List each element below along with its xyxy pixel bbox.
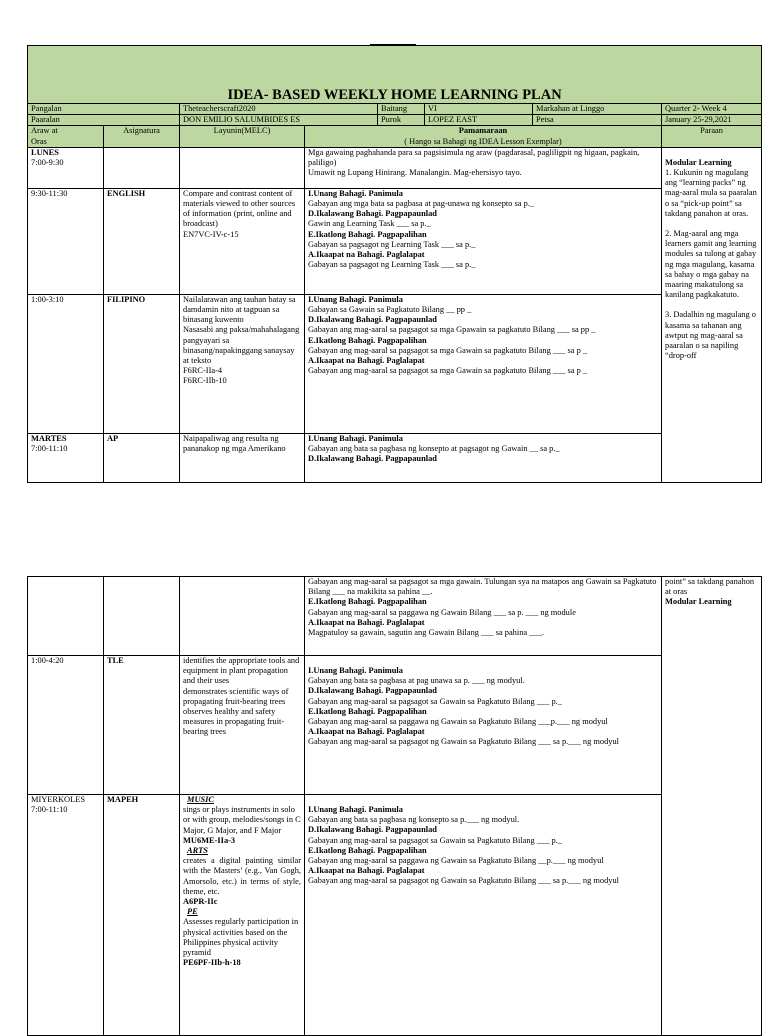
row-tle [28,656,762,795]
english-code: EN7VC-IV-c-15 [183,229,239,239]
mapeh-day: MIYERKOLES [31,795,85,804]
col-pamamaraan-title: Pamamaraan [458,126,508,136]
row-ap-cont [28,577,762,656]
ap-cont-s3-text: Gabayan ang mag-aaral sa paggawa ng Gawain Bilang ___ sa p. ___ ng module [308,607,576,617]
pe-code: PE6PF-IIb-h-18 [183,958,241,968]
paraan-cont-cell [662,577,762,1036]
paraan-cont-heading: Modular Learning [665,597,732,607]
paraan-heading: Modular Learning [665,157,732,167]
filipino-code1: F6RC-IIa-4 [183,366,223,376]
tle-s2-text: Gabayan ang mag-aaral sa pagsagot sa Gawain sa Pagkatuto Bilang ___ p._ [308,696,562,706]
row-filipino [28,294,762,433]
mapeh-subject-cell [104,795,180,1036]
english-subject: ENGLISH [107,188,146,198]
arts-code: A6PR-IIc [183,897,218,907]
martes-s1-text: Gabayan ang bata sa pagbasa ng konsepto at pagsagot ng Gawain __ sa p._ [308,444,560,454]
pangalan-value: Theteacherscraft2020 [180,104,378,115]
martes-s2: D.Ikalawang Bahagi. Pagpapaunlad [308,454,437,464]
row-lunes-prep [28,147,762,188]
mapeh-s3-text: Gabayan ang mag-aaral sa paggawa ng Gawain sa Pagkatuto Bilang __p.___ ng modyul [308,856,604,866]
tle-melc2: demonstrates scientific ways of propagating fruit-bearing trees [183,686,289,706]
martes-day: MARTES [31,433,67,443]
markahan-value: Quarter 2- Week 4 [662,104,762,115]
petsa-value: January 25-29,2021 [662,115,762,126]
pe-label: PE [187,907,198,917]
col-pamamaraan [305,126,662,147]
purok-value: LOPEZ EAST [425,115,533,126]
mapeh-s4-text: Gabayan ang mag-aaral sa pagsagot ng Gawain sa Pagkatuto Bilang ___ sa p.___ ng modyul [308,876,619,886]
purok-label: Purok [378,115,425,126]
filipino-code2: F6RC-IIb-10 [183,376,227,386]
pe-text: Assesses regularly participation in physical activities based on the Philippines physical activity pyramid [183,917,299,958]
mapeh-s4: A.Ikaapat na Bahagi. Paglalapat [308,866,425,876]
mapeh-s2-text: Gabayan ang mag-aaral sa pagsagot sa Gawain sa Pagkatuto Bilang ___ p._ [308,835,562,845]
english-s2: D.Ikalawang Bahagi. Pagpapaunlad [308,209,437,219]
filipino-s3-text: Gabayan ang mag-aaral sa pagsagot sa mga Gawain sa pagkatuto Bilang ___ sa p _ [308,345,588,355]
filipino-s4: A.Ikaapat na Bahagi. Paglalapat [308,356,425,366]
ap-cont-s4: A.Ikaapat na Bahagi. Paglalapat [308,617,425,627]
filipino-s1-text: Gabayan sa Gawain sa Pagkatuto Bilang __ pp _ [308,305,472,315]
martes-time: 7:00-11:10 [31,444,68,454]
english-s2-text: Gawin ang Learning Task ___ sa p._ [308,219,431,229]
paraan-step2: 2. Mag-aaral ang mga learners gamit ang learning modules sa tulong at gabay ng mga magulang, kasama sa bahay o mga gabay na maaring makatulong sa kanilang pagkakatuto. [665,229,757,300]
lunes-prep1: Mga gawaing paghahanda para sa pagsisimula ng araw (pagdarasal, pagliligpit ng higaan, pagkain, paliligo) [308,147,640,168]
paraan-cell [662,147,762,482]
lunes-melc-cell [180,147,305,188]
english-s4: A.Ikaapat na Bahagi. Paglalapat [308,250,425,260]
pangalan-label: Pangalan [28,104,180,115]
col-araw-line1: Araw at [31,126,58,136]
filipino-s1: I.Unang Bahagi. Panimula [308,294,403,304]
mapeh-melc-cell [180,795,305,1036]
english-method-cell [305,188,662,294]
martes-subject-cell [104,433,180,482]
mapeh-method-cell [305,795,662,1036]
filipino-s3: E.Ikatlong Bahagi. Pagpapalihan [308,335,427,345]
tle-s3: E.Ikatlong Bahagi. Pagpapalihan [308,706,427,716]
tle-s1-text: Gabayan ang bata sa pagbasa at pag unawa sa p. ___ ng modyul. [308,676,525,686]
tle-time: 1:00-4:20 [31,656,64,665]
ap-cont-method-cell [305,577,662,656]
martes-method-cell [305,433,662,482]
tle-subject-cell [104,656,180,795]
tle-melc-cell [180,656,305,795]
martes-day-cell [28,433,104,482]
filipino-time-cell [28,294,104,433]
english-s3: E.Ikatlong Bahagi. Pagpapalihan [308,229,427,239]
paraan-cont-text: point” sa takdang panahon at oras [665,577,755,597]
martes-melc-cell [180,433,305,482]
lunes-method-cell [305,147,662,188]
english-s4-text: Gabayan sa pagsagot ng Learning Task ___ sa p._ [308,260,476,270]
music-code: MU6ME-IIa-3 [183,835,236,845]
tle-time-cell [28,656,104,795]
filipino-melc2: Nasasabi ang paksa/mahahalagang pangyayari sa binasang/napakinggang sanaysay at teksto [183,325,300,366]
col-paraan: Paraan [662,126,762,147]
lunes-day: LUNES [31,147,59,157]
arts-text: creates a digital painting similar with the Masters’ (e.g., Van Gogh, Amorsolo, etc.) in terms of style, theme, etc. [183,856,301,896]
tle-s2: D.Ikalawang Bahagi. Pagpapaunlad [308,686,437,696]
tle-s3-text: Gabayan ang mag-aaral sa paggawa ng Gawain sa Pagkatuto Bilang ___p.___ ng modyul [308,717,608,727]
markahan-label: Markahan at Linggo [533,104,662,115]
mapeh-day-cell [28,795,104,1036]
lunes-time: 7:00-9:30 [31,158,64,168]
filipino-time: 1:00-3:10 [31,294,64,304]
english-melc: Compare and contrast content of materials viewed to other sources of information (print, online and broadcast) [183,188,296,229]
tle-melc3: observes healthy and safety measures in propagating fruit-bearing trees [183,707,285,737]
filipino-s2: D.Ikalawang Bahagi. Pagpapaunlad [308,315,437,325]
lunes-subject-cell [104,147,180,188]
lunes-day-cell [28,147,104,188]
ap-cont-melc-cell [180,577,305,656]
arts-label: ARTS [187,846,208,856]
col-araw-line2: Oras [31,136,47,146]
filipino-method-cell [305,294,662,433]
baitang-value: VI [425,104,533,115]
music-text: sings or plays instruments in solo or with group, melodies/songs in C Major, G Major, and F Major [183,805,301,835]
ap-cont-text: Gabayan ang mag-aaral sa pagsagot sa mga gawain. Tulungan sya na matapos ang Gawain sa Pagkatuto Bilang ___ na makikita sa pahina __. [308,577,657,597]
col-araw [28,126,104,147]
filipino-melc1: Nailalarawan ang tauhan batay sa damdamin nito at tagpuan sa binasang kuwento [183,294,296,325]
filipino-s4-text: Gabayan ang mag-aaral sa pagsagot sa mga Gawain sa pagkatuto Bilang ___ sa p _ [308,366,588,376]
paaralan-label: Paaralan [28,115,180,126]
paraan-step1: 1. Kukunin ng magulang ang “learning packs” ng mag-aaral mula sa paaralan o sa “pick-up point” sa takdang panahon at oras. [665,168,757,218]
english-s3-text: Gabayan sa pagsagot ng Learning Task ___ sa p._ [308,239,476,249]
english-time-cell [28,188,104,294]
english-s1: I.Unang Bahagi. Panimula [308,188,403,198]
lunes-prep2: Umawit ng Lupang Hinirang. Manalangin. Mag-ehersisyo tayo. [308,168,522,178]
ap-cont-day-cell [28,577,104,656]
row-martes [28,433,762,482]
tle-s4: A.Ikaapat na Bahagi. Paglalapat [308,727,425,737]
paraan-step3: 3. Dadalhin ng magulang o kasama sa tahanan ang awtput ng mag-aaral sa paaralan o sa napiling “drop-off [665,310,756,361]
petsa-label: Petsa [533,115,662,126]
tle-method-cell [305,656,662,795]
tle-melc1: identifies the appropriate tools and equipment in plant propagation and their uses [183,656,300,686]
baitang-label: Baitang [378,104,425,115]
column-header-row [28,126,762,147]
paaralan-value: DON EMILIO SALUMBIDES ES [180,115,378,126]
info-row-1 [28,104,762,115]
mapeh-time: 7:00-11:10 [31,805,68,815]
tle-s1: I.Unang Bahagi. Panimula [308,666,403,675]
mapeh-s2: D.Ikalawang Bahagi. Pagpapaunlad [308,825,437,835]
row-mapeh [28,795,762,1036]
filipino-subject: FILIPINO [107,294,146,304]
ap-cont-s3: E.Ikatlong Bahagi. Pagpapalihan [308,597,427,607]
tle-s4-text: Gabayan ang mag-aaral sa pagsagot ng Gawain sa Pagkatuto Bilang ___ sa p.___ ng modyul [308,737,619,747]
filipino-melc-cell [180,294,305,433]
col-layunin: Layunin(MELC) [180,126,305,147]
plan-title: IDEA- BASED WEEKLY HOME LEARNING PLAN [28,46,762,104]
english-subject-cell [104,188,180,294]
music-label: MUSIC [187,795,214,804]
martes-s1: I.Unang Bahagi. Panimula [308,433,403,443]
mapeh-subject: MAPEH [107,795,139,804]
martes-melc: Naipapaliwag ang resulta ng pananakop ng mga Amerikano [183,433,286,454]
weekly-plan-table-page1 [27,45,762,483]
filipino-s2-text: Gabayan ang mag-aaral sa pagsagot sa mga Gpawain sa pagkatuto Bilang ___ sa pp _ [308,325,596,335]
english-s1-text: Gabayan ang mga bata sa pagbasa at pag-unawa ng konsepto sa p._ [308,199,535,209]
filipino-subject-cell [104,294,180,433]
info-row-2 [28,115,762,126]
english-melc-cell [180,188,305,294]
tle-subject: TLE [107,656,124,665]
mapeh-s1-text: Gabayan ang bata sa pagbasa ng konsepto sa p.___ ng modyul. [308,815,520,825]
martes-subject: AP [107,433,119,443]
english-time: 9:30-11:30 [31,188,68,198]
weekly-plan-table-page2 [27,576,762,1036]
mapeh-s3: E.Ikatlong Bahagi. Pagpapalihan [308,845,427,855]
mapeh-s1: I.Unang Bahagi. Panimula [308,805,403,814]
ap-cont-subject-cell [104,577,180,656]
col-pamamaraan-sub: ( Hango sa Bahagi ng IDEA Lesson Exemplar) [404,136,562,146]
col-asignatura: Asignatura [104,126,180,147]
row-english [28,188,762,294]
ap-cont-s4-text: Magpatuloy sa gawain, sagutin ang Gawain Bilang ___ sa pahina ___. [308,628,544,638]
